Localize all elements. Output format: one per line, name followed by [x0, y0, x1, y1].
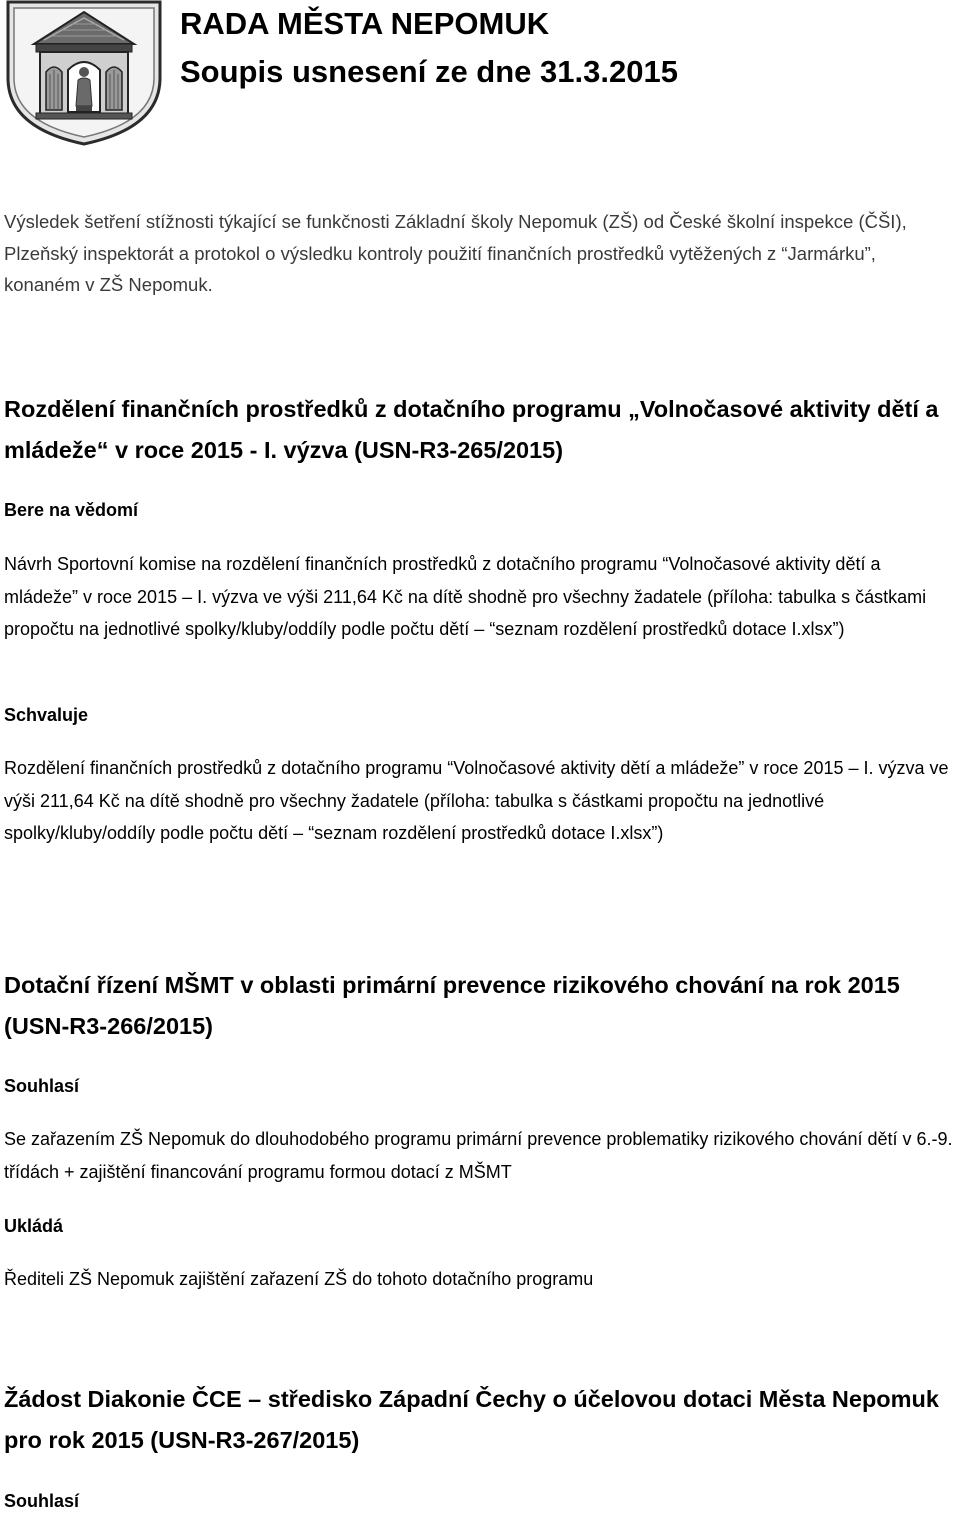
section-heading-volnocasove: Rozdělení finančních prostředků z dotačního programu „Volnočasové aktivity dětí a mládeže“ v roce 2015 - I. výzva (USN-R3-265/2015) — [4, 396, 939, 463]
document-header — [0, 0, 960, 150]
section-label-souhlasi: Souhlasí — [4, 1076, 80, 1096]
intro-paragraph: Výsledek šetření stížnosti týkající se funkčnosti Základní školy Nepomuk (ZŠ) od České školní inspekce (ČŠI), Plzeňský inspektorát a protokol o výsledku kontroly použití finančních prostředků vytěžených z “Jarmárku”, konaném v ZŠ Nepomuk. — [4, 211, 907, 295]
section-paragraph-reditel: Řediteli ZŠ Nepomuk zajištění zařazení ZŠ do tohoto dotačního programu — [4, 1269, 594, 1289]
section-heading-msmt: Dotační řízení MŠMT v oblasti primární prevence rizikového chování na rok 2015 (USN-R3-266/2015) — [4, 972, 900, 1039]
section-paragraph-zarazeni: Se zařazením ZŠ Nepomuk do dlouhodobého programu primární prevence problematiky rizikového chování dětí v 6.-9. třídách + zajištění financování programu formou dotací z MŠMT — [4, 1129, 953, 1182]
resolutions-title: Soupis usnesení ze dne 31.3.2015 — [180, 54, 678, 89]
section-label-bere-na-vedomi: Bere na vědomí — [4, 500, 139, 520]
section-paragraph-rozdeleni: Rozdělení finančních prostředků z dotačního programu “Volnočasové aktivity dětí a mládeže” v roce 2015 – I. výzva ve výši 211,64 Kč na dítě shodně pro všechny žadatele (příloha: tabulka s částkami propočtu na jednotlivé spolky/kluby/oddíly podle počtu dětí – “seznam rozdělení prostředků dotace I.xlsx”) — [4, 758, 949, 843]
section-heading-diakonie: Žádost Diakonie ČCE – středisko Západní Čechy o účelovou dotaci Města Nepomuk pro rok 2015 (USN-R3-267/2015) — [4, 1386, 939, 1453]
section-paragraph-navrh: Návrh Sportovní komise na rozdělení finančních prostředků z dotačního programu “Volnočasové aktivity dětí a mládeže” v roce 2015 – I. výzva ve výši 211,64 Kč na dítě shodně pro všechny žadatele (příloha: tabulka s částkami propočtu na jednotlivé spolky/kluby/oddíly podle počtu dětí – “seznam rozdělení prostředků dotace I.xlsx”) — [4, 554, 927, 639]
council-title: RADA MĚSTA NEPOMUK — [180, 6, 550, 41]
section-label-schvaluje: Schvaluje — [4, 705, 89, 725]
section-label-souhlasi-diakonie: Souhlasí — [4, 1491, 80, 1511]
town-crest-icon — [4, 0, 164, 146]
section-label-uklada: Ukládá — [4, 1216, 64, 1236]
